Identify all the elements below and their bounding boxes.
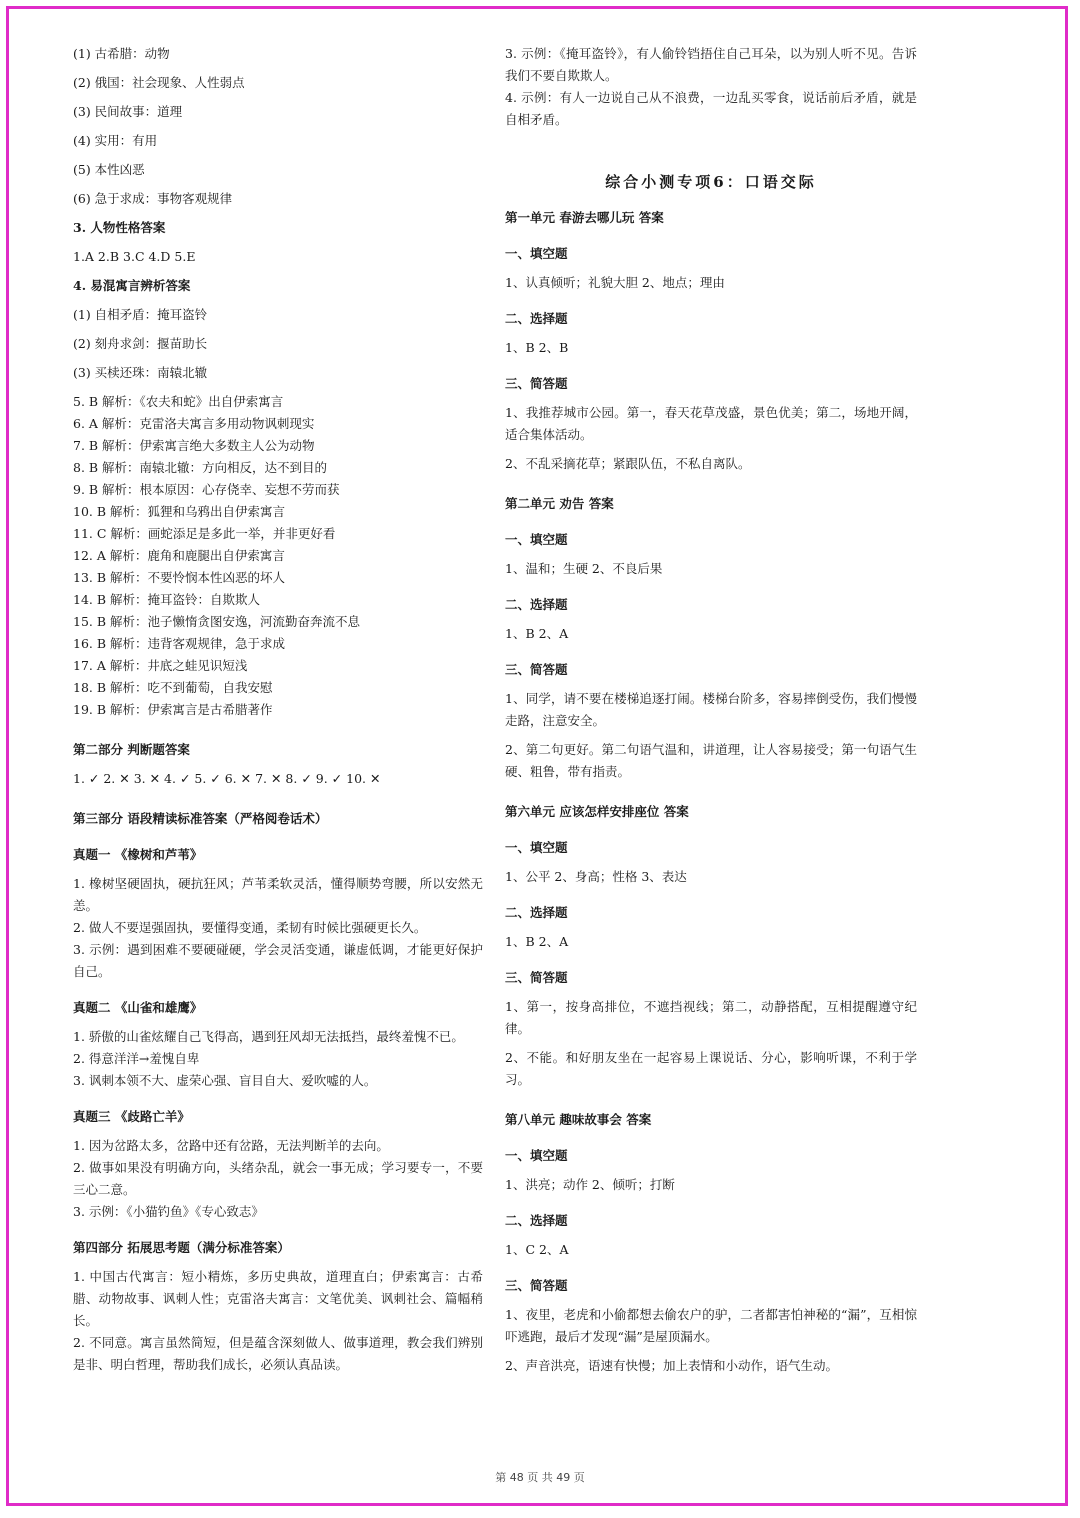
section-title: 综合小测专项6：口语交际 <box>605 173 817 191</box>
answer-line: 1. 橡树坚硬固执，硬抗狂风；芦苇柔软灵活，懂得顺势弯腰，所以安然无恙。 <box>73 876 483 913</box>
section-heading: 第二部分 判断题答案 <box>73 742 190 757</box>
answer-line: 8. B 解析：南辕北辙：方向相反，达不到目的 <box>73 460 328 475</box>
answer-line: (2) 刻舟求剑：揠苗助长 <box>73 336 208 351</box>
answer-line: 2、声音洪亮，语速有快慢；加上表情和小动作，语气生动。 <box>505 1358 838 1373</box>
section-heading: 二、选择题 <box>505 311 568 326</box>
answer-line: 1、洪亮；动作 2、倾听；打断 <box>505 1177 675 1192</box>
answer-line: 18. B 解析：吃不到葡萄，自我安慰 <box>73 680 273 695</box>
section-heading: 一、填空题 <box>505 1148 568 1163</box>
section-heading: 二、选择题 <box>505 1213 568 1228</box>
answer-line: 2、第二句更好。第二句语气温和，讲道理，让人容易接受；第一句语气生硬、粗鲁，带有指责。 <box>505 742 917 779</box>
answer-line: 1、同学，请不要在楼梯追逐打闹。楼梯台阶多，容易摔倒受伤，我们慢慢走路，注意安全。 <box>505 691 917 728</box>
section-heading: 第八单元 趣味故事会 答案 <box>505 1112 652 1127</box>
section-heading: 第四部分 拓展思考题（满分标准答案） <box>73 1240 290 1255</box>
answer-line: 2. 不同意。寓言虽然简短，但是蕴含深刻做人、做事道理，教会我们辨别是非、明白哲理，帮助我们成长，必须认真品读。 <box>73 1335 483 1372</box>
section-heading: 3. 人物性格答案 <box>73 220 166 235</box>
answer-line: 1、我推荐城市公园。第一，春天花草茂盛，景色优美；第二，场地开阔，适合集体活动。 <box>505 405 917 442</box>
answer-line: 6. A 解析：克雷洛夫寓言多用动物讽刺现实 <box>73 416 315 431</box>
answer-line: (1) 古希腊：动物 <box>73 46 170 61</box>
answer-line: 2. 做人不要逞强固执，要懂得变通，柔韧有时候比强硬更长久。 <box>73 920 427 935</box>
section-heading: 第六单元 应该怎样安排座位 答案 <box>505 804 689 819</box>
section-heading: 4. 易混寓言辨析答案 <box>73 278 191 293</box>
answer-line: 1、B 2、A <box>505 626 569 641</box>
section-heading: 第三部分 语段精读标准答案（严格阅卷话术） <box>73 811 328 826</box>
left-column <box>73 39 483 1376</box>
answer-line: 1. 骄傲的山雀炫耀自己飞得高，遇到狂风却无法抵挡，最终羞愧不已。 <box>73 1029 464 1044</box>
answer-line: 5. B 解析：《农夫和蛇》出自伊索寓言 <box>73 394 284 409</box>
answer-line: 16. B 解析：违背客观规律，急于求成 <box>73 636 286 651</box>
answer-line: 1、第一，按身高排位，不遮挡视线；第二，动静搭配，互相提醒遵守纪律。 <box>505 999 917 1036</box>
answer-line: 7. B 解析：伊索寓言绝大多数主人公为动物 <box>73 438 315 453</box>
answer-line: 2. 得意洋洋→羞愧自卑 <box>73 1051 200 1066</box>
answer-line: (3) 民间故事：道理 <box>73 104 183 119</box>
section-heading: 二、选择题 <box>505 597 568 612</box>
section-heading: 三、简答题 <box>505 1278 568 1293</box>
answer-line: 15. B 解析：池子懒惰贪图安逸，河流勤奋奔流不息 <box>73 614 361 629</box>
answer-line: 19. B 解析：伊索寓言是古希腊著作 <box>73 702 273 717</box>
page-footer: 第 48 页 共 49 页 <box>495 1471 585 1484</box>
section-heading: 三、简答题 <box>505 970 568 985</box>
answer-line: (1) 自相矛盾：掩耳盗铃 <box>73 307 208 322</box>
answer-line: 13. B 解析：不要怜悯本性凶恶的坏人 <box>73 570 286 585</box>
section-heading: 真题一 《橡树和芦苇》 <box>73 847 203 862</box>
answer-line: 9. B 解析：根本原因：心存侥幸、妄想不劳而获 <box>73 482 340 497</box>
answer-line: (5) 本性凶恶 <box>73 162 145 177</box>
answer-line: 2. 做事如果没有明确方向，头绪杂乱，就会一事无成；学习要专一，不要三心二意。 <box>73 1160 483 1197</box>
right-column <box>505 39 917 1377</box>
answer-line: 1. ✓ 2. ✕ 3. ✕ 4. ✓ 5. ✓ 6. ✕ 7. ✕ 8. ✓ 9. ✓ 10. ✕ <box>73 771 381 786</box>
answer-line: 1、认真倾听；礼貌大胆 2、地点；理由 <box>505 275 725 290</box>
section-heading: 三、简答题 <box>505 376 568 391</box>
answer-line: 1、B 2、A <box>505 934 569 949</box>
answer-line: 1. 因为岔路太多，岔路中还有岔路，无法判断羊的去向。 <box>73 1138 389 1153</box>
answer-line: (6) 急于求成：事物客观规律 <box>73 191 233 206</box>
answer-line: 1. 中国古代寓言：短小精炼，多历史典故，道理直白；伊索寓言：古希腊、动物故事、讽刺人性；克雷洛夫寓言：文笔优美、讽刺社会、篇幅稍长。 <box>73 1269 483 1328</box>
answer-line: (3) 买椟还珠：南辕北辙 <box>73 365 208 380</box>
section-heading: 一、填空题 <box>505 532 568 547</box>
section-heading: 真题二 《山雀和雄鹰》 <box>73 1000 203 1015</box>
answer-line: 4. 示例：有人一边说自己从不浪费，一边乱买零食，说话前后矛盾，就是自相矛盾。 <box>505 90 917 127</box>
answer-line: 1、夜里，老虎和小偷都想去偷农户的驴，二者都害怕神秘的“漏”，互相惊吓逃跑，最后才发现“漏”是屋顶漏水。 <box>505 1307 917 1344</box>
answer-line: 3. 示例：《掩耳盗铃》，有人偷铃铛捂住自己耳朵，以为别人听不见。告诉我们不要自欺欺人。 <box>505 46 917 83</box>
section-heading: 第一单元 春游去哪儿玩 答案 <box>505 210 664 225</box>
section-heading: 真题三 《歧路亡羊》 <box>73 1109 190 1124</box>
answer-line: 2、不能。和好朋友坐在一起容易上课说话、分心，影响听课，不利于学习。 <box>505 1050 917 1087</box>
answer-line: 12. A 解析：鹿角和鹿腿出自伊索寓言 <box>73 548 285 563</box>
answer-line: 3. 示例：遇到困难不要硬碰硬，学会灵活变通，谦虚低调，才能更好保护自己。 <box>73 942 483 979</box>
answer-line: (2) 俄国：社会现象、人性弱点 <box>73 75 245 90</box>
answer-line: 17. A 解析：井底之蛙见识短浅 <box>73 658 248 673</box>
answer-line: (4) 实用：有用 <box>73 133 158 148</box>
section-heading: 第二单元 劝告 答案 <box>505 496 614 511</box>
answer-line: 1、B 2、B <box>505 340 569 355</box>
section-heading: 一、填空题 <box>505 840 568 855</box>
answer-line: 14. B 解析：掩耳盗铃：自欺欺人 <box>73 592 261 607</box>
answer-line: 1、C 2、A <box>505 1242 569 1257</box>
section-heading: 一、填空题 <box>505 246 568 261</box>
section-heading: 三、简答题 <box>505 662 568 677</box>
answer-line: 11. C 解析：画蛇添足是多此一举，并非更好看 <box>73 526 336 541</box>
page-frame <box>6 6 1068 1506</box>
answer-line: 1、公平 2、身高；性格 3、表达 <box>505 869 687 884</box>
answer-line: 2、不乱采摘花草；紧跟队伍，不私自离队。 <box>505 456 751 471</box>
answer-line: 1.A 2.B 3.C 4.D 5.E <box>73 249 196 264</box>
answer-line: 1、温和；生硬 2、不良后果 <box>505 561 663 576</box>
answer-line: 3. 讽刺本领不大、虚荣心强、盲目自大、爱吹嘘的人。 <box>73 1073 377 1088</box>
answer-line: 3. 示例：《小猫钓鱼》《专心致志》 <box>73 1204 264 1219</box>
section-heading: 二、选择题 <box>505 905 568 920</box>
answer-line: 10. B 解析：狐狸和乌鸦出自伊索寓言 <box>73 504 286 519</box>
